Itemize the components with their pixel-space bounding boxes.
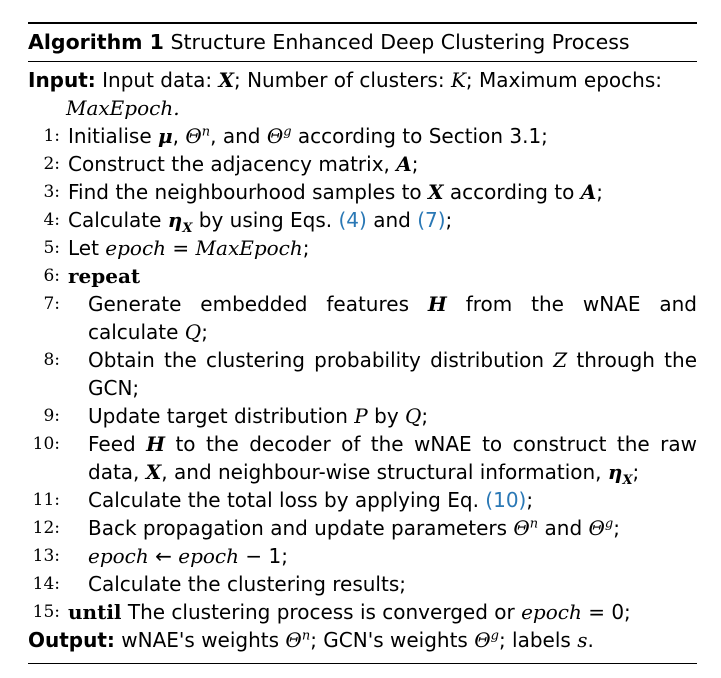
step-text: , and neighbour-wise structural information, xyxy=(161,460,608,484)
symbol-theta: Θ xyxy=(513,516,530,540)
superscript: n xyxy=(201,124,211,140)
symbol-K: K xyxy=(450,68,466,92)
symbol-mu: μ xyxy=(157,124,173,148)
line-number: 15: xyxy=(32,602,60,622)
step-15 xyxy=(28,598,697,626)
input-text: ; Maximum epochs: xyxy=(465,68,662,92)
step-text: according to xyxy=(443,180,581,204)
symbol-H: H xyxy=(146,432,166,456)
step-text: by using Eqs. xyxy=(192,208,339,232)
symbol-epoch: epoch xyxy=(521,600,582,624)
symbol-eta: η xyxy=(167,208,183,232)
symbol-eta: η xyxy=(607,460,623,484)
line-number: 3: xyxy=(43,182,60,202)
step-13 xyxy=(28,542,697,570)
step-text: from the wNAE and xyxy=(446,292,697,316)
step-text: data, xyxy=(88,460,146,484)
symbol-A: A xyxy=(396,152,412,176)
step-text: GCN; xyxy=(88,376,140,400)
output-text: . xyxy=(587,628,594,652)
symbol-theta: Θ xyxy=(474,628,491,652)
keyword-repeat: repeat xyxy=(68,264,141,288)
symbol-Z: Z xyxy=(553,348,568,372)
step-text: according to Section 3.1; xyxy=(291,124,548,148)
line-number: 11: xyxy=(32,490,60,510)
output-text: wNAE's weights xyxy=(114,628,286,652)
step-text: = 0; xyxy=(581,600,631,624)
step-text: , xyxy=(172,124,186,148)
symbol-Q: Q xyxy=(405,404,422,428)
step-text: Generate embedded features xyxy=(88,292,428,316)
symbol-theta: Θ xyxy=(285,628,302,652)
line-number: 14: xyxy=(32,574,60,594)
superscript: g xyxy=(604,516,614,532)
step-text: ; xyxy=(596,180,603,204)
symbol-X: X xyxy=(428,180,444,204)
output-label: Output: xyxy=(28,628,115,652)
step-6 xyxy=(28,262,697,290)
superscript: n xyxy=(529,516,539,532)
step-text: Initialise xyxy=(68,124,158,148)
step-text: Obtain the clustering probability distribution xyxy=(88,348,554,372)
symbol-H: H xyxy=(427,292,447,316)
symbol-epoch: epoch xyxy=(88,544,149,568)
step-text: Find the neighbourhood samples to xyxy=(68,180,429,204)
equation-link[interactable]: (10) xyxy=(485,488,527,512)
step-text: Update target distribution xyxy=(88,404,355,428)
step-text: Calculate xyxy=(68,208,168,232)
line-number: 8: xyxy=(43,350,60,370)
symbol-P: P xyxy=(354,404,368,428)
symbol-theta: Θ xyxy=(266,124,284,148)
symbol-X: X xyxy=(218,68,234,92)
line-number: 10: xyxy=(32,434,60,454)
step-9 xyxy=(28,402,697,430)
step-text: ; xyxy=(445,208,453,232)
step-text: Calculate the clustering results; xyxy=(88,572,406,596)
step-text: calculate xyxy=(88,320,185,344)
symbol-epoch: epoch xyxy=(105,236,167,260)
step-text: ; xyxy=(421,404,429,428)
output-text: ; labels xyxy=(498,628,578,652)
subscript: X xyxy=(622,473,633,488)
line-number: 4: xyxy=(43,210,60,230)
symbol-A: A xyxy=(580,180,597,204)
step-12 xyxy=(28,514,697,542)
step-8 xyxy=(28,346,697,402)
step-4 xyxy=(28,206,697,234)
step-text: through the xyxy=(567,348,697,372)
superscript: g xyxy=(283,124,292,140)
input-text: Input data: xyxy=(102,68,219,92)
line-number: 13: xyxy=(32,546,60,566)
line-number: 6: xyxy=(43,266,60,286)
step-text: ; xyxy=(526,488,534,512)
algorithm-number: Algorithm 1 xyxy=(28,30,164,54)
step-text: ; xyxy=(613,516,620,540)
algorithm-name: Structure Enhanced Deep Clustering Process xyxy=(170,30,630,54)
step-text: = xyxy=(166,236,196,260)
symbol-Q: Q xyxy=(184,320,202,344)
input-text: ; Number of clusters: xyxy=(233,68,451,92)
step-14 xyxy=(28,570,697,598)
step-text: ; xyxy=(411,152,419,176)
superscript: g xyxy=(490,628,499,644)
line-number: 5: xyxy=(43,238,60,258)
symbol-theta: Θ xyxy=(588,516,605,540)
step-text: , and xyxy=(210,124,267,148)
line-number: 12: xyxy=(32,518,60,538)
output-line xyxy=(28,626,697,654)
step-text: Let xyxy=(68,236,106,260)
step-text: Calculate the total loss by applying Eq. xyxy=(88,488,486,512)
input-label: Input: xyxy=(28,68,96,92)
title-rule xyxy=(28,61,697,62)
keyword-until: until xyxy=(68,600,122,624)
step-10 xyxy=(28,430,697,486)
superscript: n xyxy=(301,628,311,644)
equation-link[interactable]: (4) xyxy=(338,208,367,232)
line-number: 1: xyxy=(43,126,60,146)
step-3 xyxy=(28,178,697,206)
step-7 xyxy=(28,290,697,346)
input-maxepoch: MaxEpoch. xyxy=(66,96,180,120)
line-number: 7: xyxy=(43,294,60,314)
step-11 xyxy=(28,486,697,514)
step-text: The clustering process is converged or xyxy=(121,600,522,624)
input-line-cont xyxy=(28,94,697,122)
step-text: and xyxy=(538,516,589,540)
step-text: Back propagation and update parameters xyxy=(88,516,514,540)
bottom-rule xyxy=(28,663,697,664)
symbol-epoch: epoch xyxy=(178,544,240,568)
line-number: 9: xyxy=(43,406,60,426)
line-number: 2: xyxy=(43,154,60,174)
output-text: ; GCN's weights xyxy=(310,628,475,652)
algorithm-title xyxy=(28,24,697,59)
symbol-s: s xyxy=(577,628,588,652)
step-text: ; xyxy=(302,236,310,260)
step-text: − 1; xyxy=(239,544,288,568)
symbol-theta: Θ xyxy=(185,124,202,148)
step-1 xyxy=(28,122,697,150)
symbol-maxepoch: MaxEpoch xyxy=(195,236,303,260)
algorithm-box xyxy=(28,22,697,654)
step-text: Feed xyxy=(88,432,147,456)
step-text: to the decoder of the wNAE to construct the raw xyxy=(165,432,697,456)
input-line xyxy=(28,66,697,94)
equation-link[interactable]: (7) xyxy=(417,208,446,232)
step-text: ; xyxy=(201,320,208,344)
step-5 xyxy=(28,234,697,262)
step-text: and xyxy=(366,208,418,232)
step-text: by xyxy=(367,404,406,428)
step-text: ← xyxy=(148,544,179,568)
step-text: Construct the adjacency matrix, xyxy=(68,152,397,176)
step-2 xyxy=(28,150,697,178)
symbol-X: X xyxy=(145,460,162,484)
step-text: ; xyxy=(632,460,640,484)
subscript: X xyxy=(182,221,193,236)
